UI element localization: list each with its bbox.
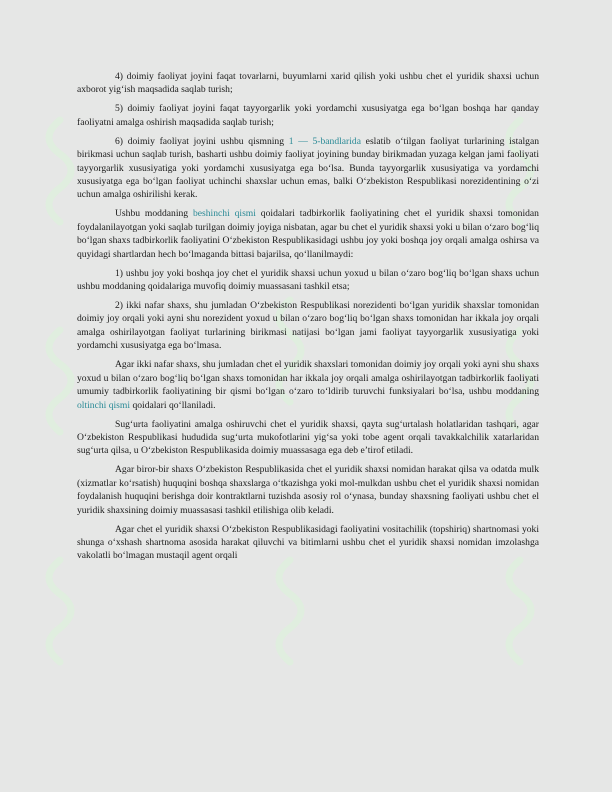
paragraph-text: 2) ikki nafar shaxs, shu jumladan O‘zbekiston Respublikasi norezidenti bo‘lgan yuridik shaxslar tomonidan doimiy joy orqali yoki ayni shu norezident yoxud u bilan o‘zaro bog‘liq bo‘lgan shaxs tomonidan har ikkala joy orqali amalga oshirilayotgan faoliyat turlarining birikmasi natijasi bo‘lgan jami faoliyat tayyorgarlik xususiyatiga yoki yordamchi xususiyatga ega bo‘lmasa.: [77, 300, 539, 352]
paragraph: [77, 70, 539, 97]
paragraph-text: 6) doimiy faoliyat joyini ushbu qismning: [115, 135, 289, 147]
paragraph: [77, 207, 539, 261]
paragraph-text: qoidalari tadbirkorlik faoliyatining chet el yuridik shaxsi tomonidan foydalanilayotgan yoki saqlab turilgan doimiy joyiga nisbatan, agar bu chet el yuridik shaxsi yoki u bilan o‘zaro bog‘liq bo‘lgan shaxs tadbirkorlik faoliyatini O‘zbekiston Respublikasidagi ushbu joy yoki boshqa joy orqali amalga oshirsa va quyidagi shartlardan hech bo‘lmaganda bittasi bajarilsa, qo‘llanilmaydi:: [77, 208, 539, 260]
paragraph: [77, 102, 539, 129]
paragraph-text: Agar ikki nafar shaxs, shu jumladan chet el yuridik shaxslari tomonidan doimiy joy orqali yoki ayni shu shaxs yoxud u bilan o‘zaro bog‘liq bo‘lgan shaxs tomonidan har ikkala joy orqali amalga oshirilayotgan tadbirkorlik faoliyati umumiy tadbirkorlik faoliyatining bir qismi bo‘lgan o‘zaro to‘ldirib turuvchi funksiyalari bo‘lsa, ushbu moddaning: [77, 359, 539, 398]
paragraph-text: Agar biror-bir shaxs O‘zbekiston Respublikasida chet el yuridik shaxsi nomidan harakat qilsa va odatda mulk (xizmatlar ko‘rsatish) huquqini boshqa shaxslarga o‘tkazishga yoki mol-mulkdan ushbu chet el yuridik shaxsi nomidan foydalanish huquqini berishga doir kontraktlarni tuzishda asosiy rol o‘ynasa, bunday shaxsning faoliyati ushbu chet el yuridik shaxsining doimiy muassasasi tashkil etilishiga olib keladi.: [77, 464, 539, 516]
paragraph: [77, 523, 539, 563]
cross-reference-link[interactable]: oltinchi qismi: [77, 399, 131, 411]
paragraph-text: eslatib o‘tilgan faoliyat turlarining istalgan birikmasi uchun saqlab turish, basharti ushbu doimiy faoliyat joyining bunday birikmadan yuzaga kelgan jami faoliyati tayyorgarlik xususiyatiga yoki yordamchi xususiyatga ega bo‘lsa. Bunda tayyorgarlik xususiyatiga va yordamchi xususiyatga ega bo‘lgan faoliyat uchinchi shaxslar uchun emas, balki O‘zbekiston Respublikasi norezidentining o‘zi uchun amalga oshirilishi kerak.: [77, 135, 540, 201]
cross-reference-link[interactable]: beshinchi qismi: [192, 208, 256, 220]
paragraph: [77, 299, 539, 353]
paragraph-text: 4) doimiy faoliyat joyini faqat tovarlarni, buyumlarni xarid qilish yoki ushbu chet el yuridik shaxsi uchun axborot yig‘ish maqsadida saqlab turish;: [77, 71, 539, 96]
document-body: [77, 70, 539, 568]
paragraph-text: 1) ushbu joy yoki boshqa joy chet el yuridik shaxsi uchun yoxud u bilan o‘zaro bog‘liq bo‘lgan shaxs uchun ushbu moddaning qoidalariga muvofiq doimiy muassasani tashkil etsa;: [77, 267, 539, 293]
paragraph-text: 5) doimiy faoliyat joyini faqat tayyorgarlik yoki yordamchi xususiyatga ega bo‘lgan boshqa har qanday faoliyatni amalga oshirish maqsadida saqlab turish;: [77, 103, 539, 128]
paragraph-text: Ushbu moddaning: [115, 208, 193, 220]
paragraph-text: Agar chet el yuridik shaxsi O‘zbekiston Respublikasidagi faoliyatini vositachilik (topshiriq) shartnomasi yoki shunga o‘xshash shartnoma asosida harakat qiluvchi va bitimlarni ushbu chet el yuridik shaxsi nomidan imzolashga vakolatli bo‘lmagan mustaqil agent orqali: [77, 523, 539, 562]
cross-reference-link[interactable]: 1 — 5-bandlarida: [288, 135, 361, 147]
paragraph: [77, 358, 539, 412]
paragraph-text: qoidalari qo‘llaniladi.: [130, 399, 216, 411]
paragraph: [77, 463, 539, 517]
paragraph-text: Sug‘urta faoliyatini amalga oshiruvchi chet el yuridik shaxsi, qayta sug‘urtalash holatlaridan tashqari, agar O‘zbekiston Respublikasi hududida sug‘urta mukofotlarini yig‘sa yoki tobe agent orqali tavakkalchilik xatarlaridan sug‘urta qilsa, u O‘zbekiston Respublikasida doimiy muassasaga ega deb e’tirof etiladi.: [77, 418, 539, 457]
paragraph: [77, 418, 539, 458]
paragraph: [77, 135, 539, 202]
paragraph: [77, 267, 539, 294]
